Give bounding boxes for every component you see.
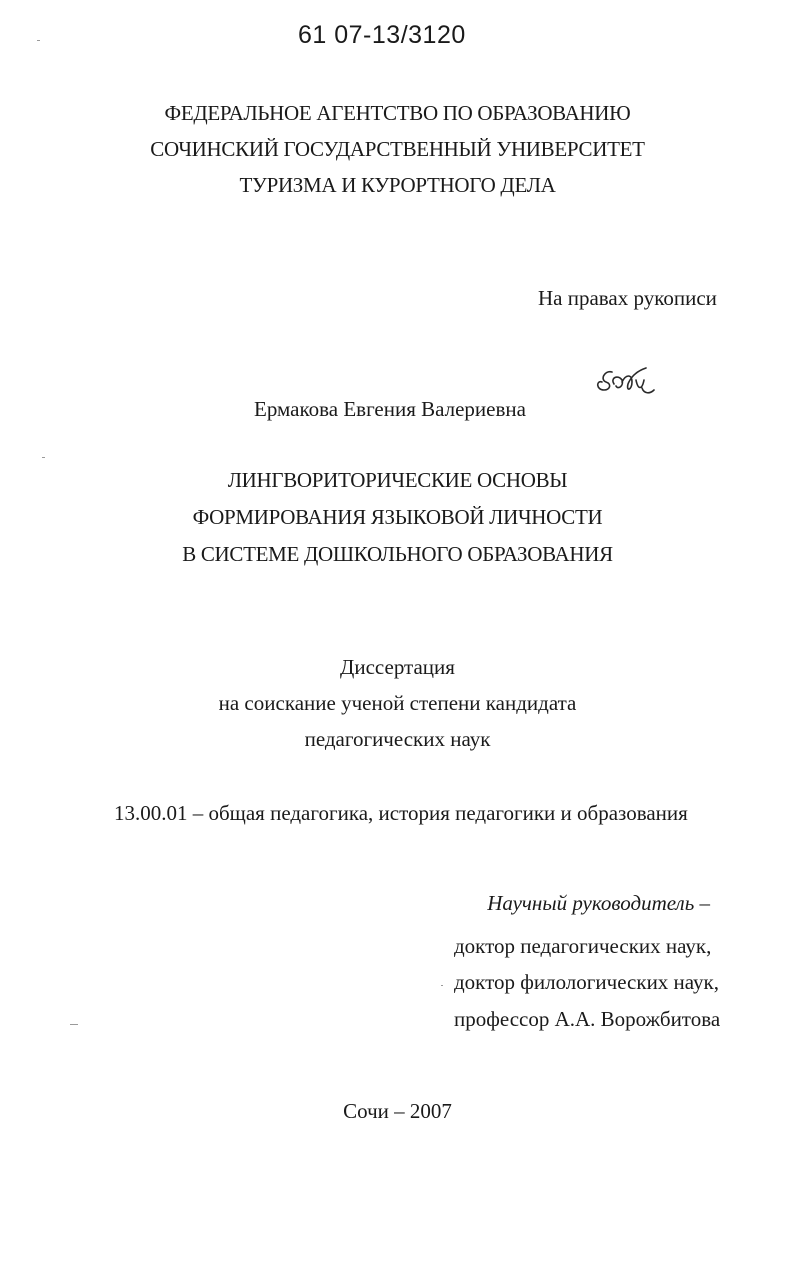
place-year: Сочи – 2007 (343, 1099, 452, 1123)
signature-mark (592, 360, 656, 398)
degree-line: педагогических наук (304, 727, 491, 751)
supervisor-line: профессор А.А. Ворожбитова (454, 1007, 721, 1031)
scan-speck (70, 1024, 78, 1025)
manuscript-note: На правах рукописи (538, 286, 717, 310)
archive-code: 61 07-13/3120 (298, 21, 466, 49)
supervisor-line: доктор педагогических наук, (454, 934, 712, 958)
agency-name: ФЕДЕРАЛЬНОЕ АГЕНТСТВО ПО ОБРАЗОВАНИЮ (164, 101, 631, 125)
supervisor-label: Научный руководитель – (487, 891, 710, 915)
scan-speck (441, 985, 443, 986)
university-name: СОЧИНСКИЙ ГОСУДАРСТВЕННЫЙ УНИВЕРСИТЕТ (150, 137, 645, 161)
degree-line: Диссертация (340, 655, 455, 679)
title-line: В СИСТЕМЕ ДОШКОЛЬНОГО ОБРАЗОВАНИЯ (182, 542, 613, 566)
title-line: ФОРМИРОВАНИЯ ЯЗЫКОВОЙ ЛИЧНОСТИ (192, 505, 603, 529)
supervisor-line: доктор филологических наук, (454, 970, 720, 994)
degree-line: на соискание ученой степени кандидата (218, 691, 577, 715)
author-name: Ермакова Евгения Валериевна (254, 397, 526, 421)
scan-speck (42, 457, 45, 458)
title-line: ЛИНГВОРИТОРИЧЕСКИЕ ОСНОВЫ (227, 468, 568, 492)
scan-speck (37, 40, 40, 41)
university-name-cont: ТУРИЗМА И КУРОРТНОГО ДЕЛА (239, 173, 556, 197)
specialty-code: 13.00.01 – общая педагогика, история педагогики и образования (114, 801, 688, 825)
